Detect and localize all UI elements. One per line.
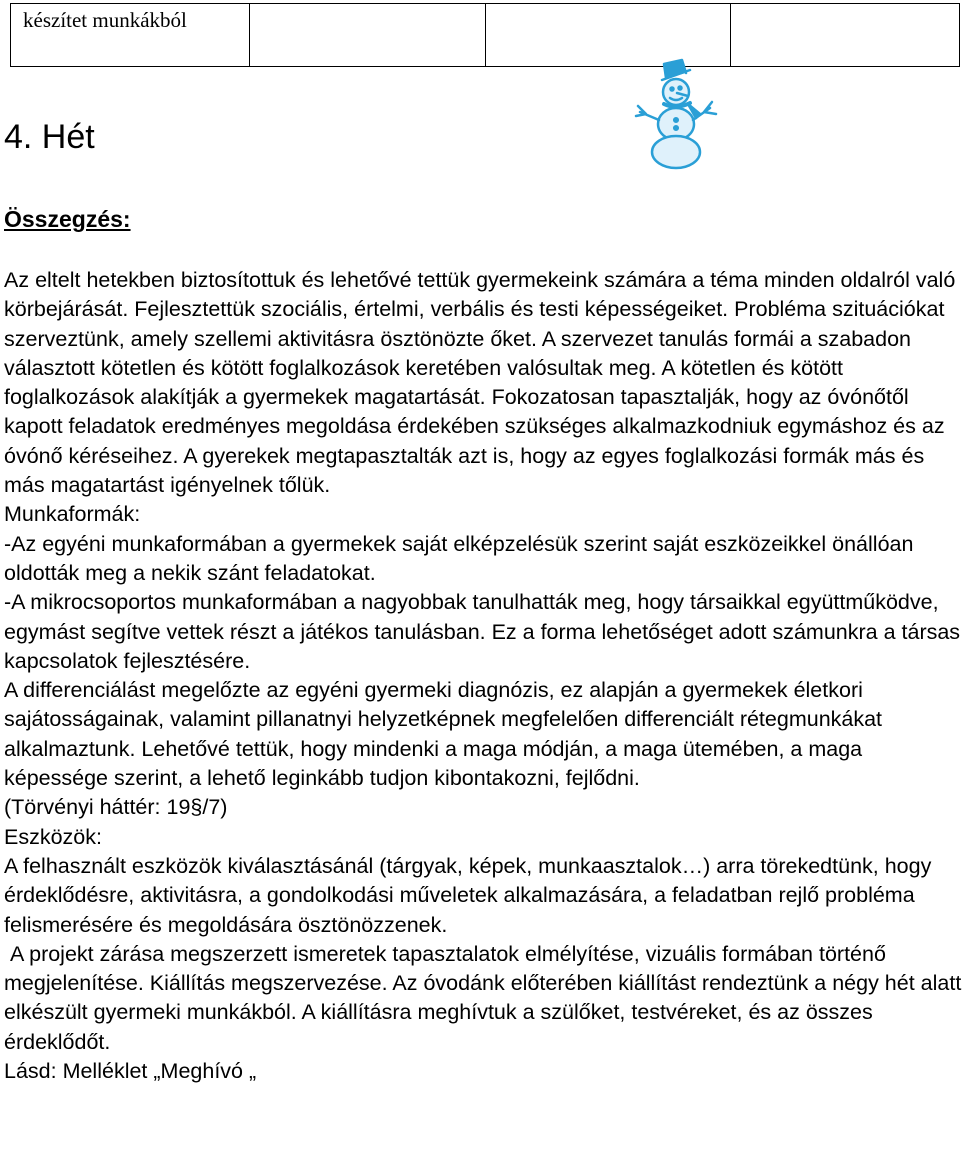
paragraph-tools: A felhasznált eszközök kiválasztásánál (tárgyak, képek, munkaasztalok…) arra törekedtünk, hogy érdeklődésre, aktivitásra, a gondolkodási műveletek alkalmazására, a feladatban rejlő probléma felismerésére és megoldására ösztönözzenek. [4, 853, 938, 937]
paragraph-attachment-reference: Lásd: Melléklet „Meghívó „ [4, 1059, 257, 1084]
paragraph-differentiation: A differenciálást megelőzte az egyéni gyermeki diagnózis, ez alapján a gyermekek életkori sajátosságainak, valamint pillanatnyi helyzetképnek megfelelően differenciált rétegmunkákat alkalmaztunk. Lehetővé tettük, hogy mindenki a maga módján, a maga ütemében, a maga képessége szerint, a lehető leginkább tudjon kibontakozni, fejlődni. [4, 678, 889, 791]
header-cell-4 [730, 4, 959, 67]
snowman-icon [628, 58, 724, 170]
header-cell-1: készítet munkákból [11, 4, 250, 67]
summary-heading: Összegzés: [4, 206, 131, 232]
header-cell-2 [249, 4, 486, 67]
paragraph-project-closing: A projekt zárása megszerzett ismeretek tapasztalatok elmélyítése, vizuális formában történő megjelenítése. Kiállítás megszervezése. Az óvodánk előterében kiállítást rendeztünk a négy hét alatt elkészült gyermeki munkákból. A kiállításra meghívtuk a szülőket, testvéreket, és az összes érdeklődőt. [4, 941, 962, 1054]
paragraph-legal-background: (Törvényi háttér: 19§/7) [4, 795, 228, 820]
header-table [10, 3, 960, 67]
paragraph-work-forms-heading: Munkaformák: [4, 502, 141, 527]
paragraph-summary: Az eltelt hetekben biztosítottuk és lehetővé tettük gyermekeink számára a téma minden oldalról való körbejárását. Fejlesztettük szociális, értelmi, verbális és testi képességeiket. Probléma szituációkat szerveztünk, amely szellemi aktivitásra ösztönözte őket. A szervezet tanulás formái a szabadon választott kötetlen és kötött foglalkozások keretében valósultak meg. A kötetlen és kötött foglalkozások alakítják a gyermekek magatartását. Fokozatosan tapasztalják, hogy az óvónőtől kapott feladatok eredményes megoldása érdekében szükséges alkalmazkodniuk egymáshoz és az óvónő kéréseihez. A gyerekek megtapasztalták azt is, hogy az egyes foglalkozási formák más és más magatartást igényelnek tőlük. [4, 268, 962, 498]
paragraph-tools-heading: Eszközök: [4, 824, 102, 849]
paragraph-individual-work: -Az egyéni munkaformában a gyermekek saját elképzelésük szerint saját eszközeikkel önállóan oldották meg a nekik szánt feladatokat. [4, 531, 920, 585]
week-title: 4. Hét [4, 118, 95, 156]
body-text [4, 266, 962, 1086]
paragraph-group-work: -A mikrocsoportos munkaformában a nagyobbak tanulhatták meg, hogy társaikkal együttműködve, egymást segítve vettek részt a játékos tanulásban. Ez a forma lehetőséget adott számunkra a társas kapcsolatok fejlesztésére. [4, 590, 961, 673]
